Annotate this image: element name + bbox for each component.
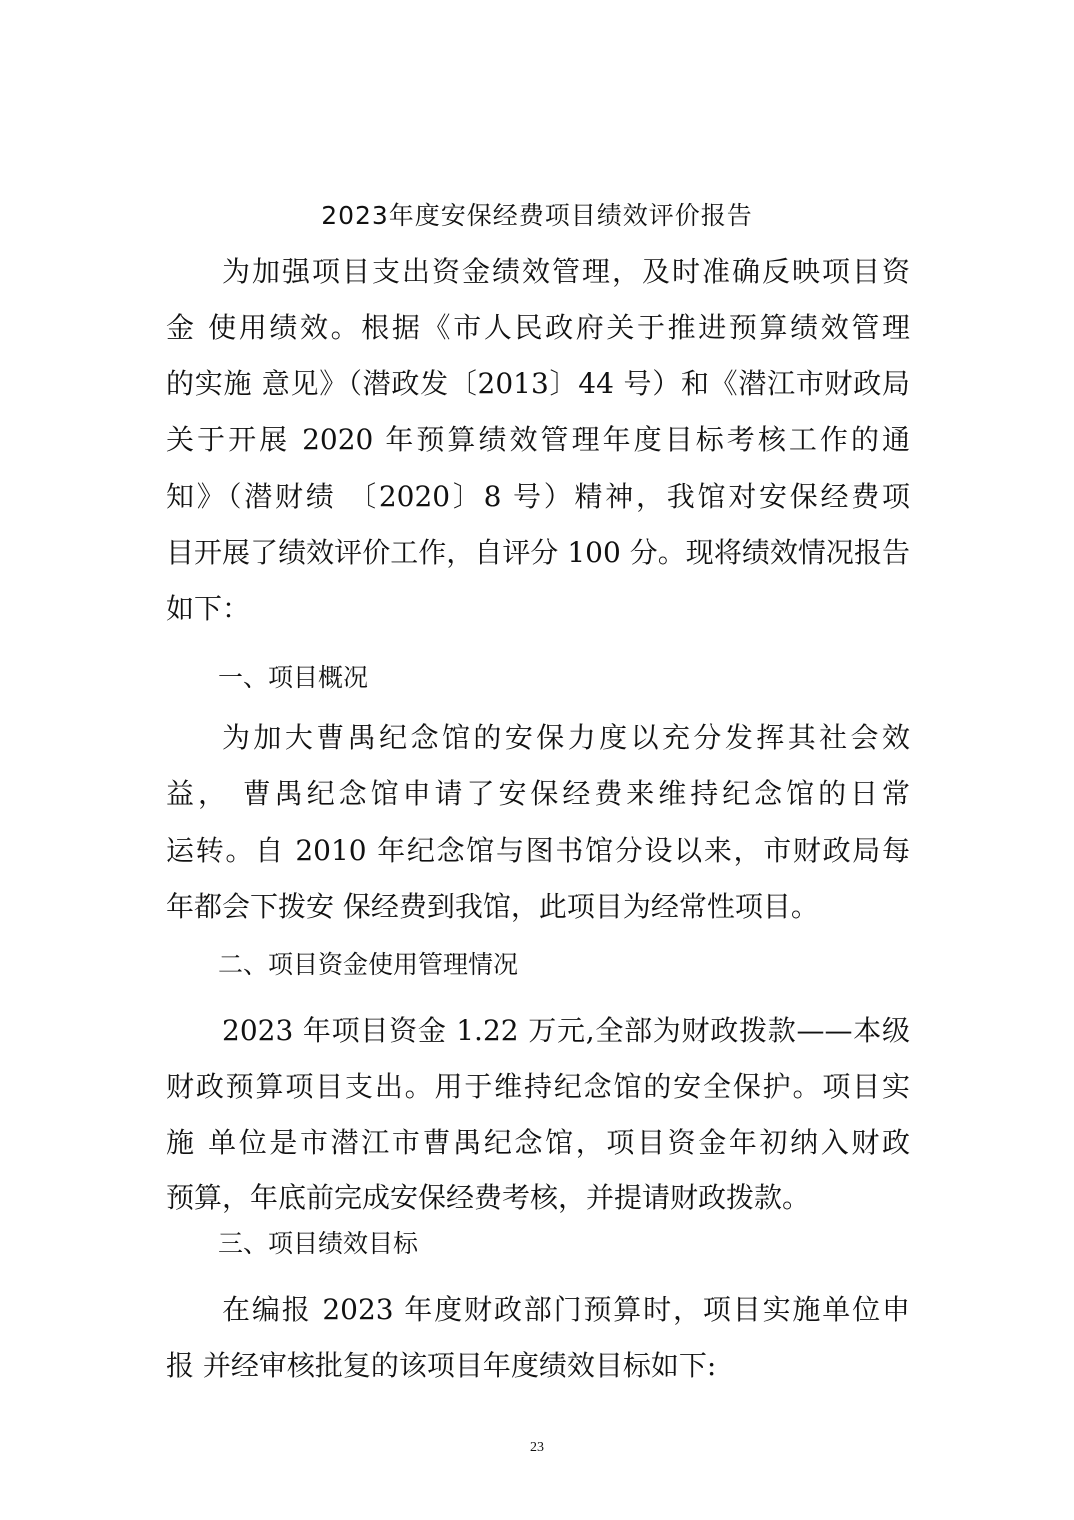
intro-line-1: 为加强项目支出资金绩效管理，及时准确反映项目资 xyxy=(222,255,910,288)
intro-line-7: 如下： xyxy=(166,592,251,625)
section-1-heading: 一、项目概况 xyxy=(218,663,369,692)
intro-line-5: 知》（潜财绩 〔2020〕8 号）精神，我馆对安保经费项 xyxy=(166,480,910,513)
page-number: 23 xyxy=(530,1440,544,1455)
document-title: 2023年度安保经费项目绩效评价报告 xyxy=(321,201,753,230)
section-2-heading: 二、项目资金使用管理情况 xyxy=(218,950,519,979)
section-2-line-3: 施 单位是市潜江市曹禺纪念馆，项目资金年初纳入财政 xyxy=(166,1126,910,1159)
section-1-line-1: 为加大曹禺纪念馆的安保力度以充分发挥其社会效 xyxy=(222,721,910,754)
section-3-heading: 三、项目绩效目标 xyxy=(218,1229,419,1258)
section-2-line-1: 2023 年项目资金 1.22 万元,全部为财政拨款——本级 xyxy=(222,1014,910,1047)
intro-line-4: 关于开展 2020 年预算绩效管理年度目标考核工作的通 xyxy=(166,423,910,456)
section-1-line-2: 益， 曹禺纪念馆申请了安保经费来维持纪念馆的日常 xyxy=(166,777,910,810)
section-2-line-4: 预算，年底前完成安保经费考核，并提请财政拨款。 xyxy=(166,1181,811,1214)
intro-line-3: 的实施 意见》（潜政发〔2013〕44 号）和《潜江市财政局 xyxy=(166,367,910,400)
section-2-line-2: 财政预算项目支出。用于维持纪念馆的安全保护。项目实 xyxy=(166,1070,910,1103)
section-3-line-2: 报 并经审核批复的该项目年度绩效目标如下: xyxy=(166,1349,717,1382)
section-3-line-1: 在编报 2023 年度财政部门预算时，项目实施单位申 xyxy=(222,1293,910,1326)
intro-line-2: 金 使用绩效。根据《市人民政府关于推进预算绩效管理 xyxy=(166,311,910,344)
section-1-line-4: 年都会下拨安 保经费到我馆，此项目为经常性项目。 xyxy=(166,890,819,923)
section-1-line-3: 运转。自 2010 年纪念馆与图书馆分设以来，市财政局每 xyxy=(166,834,910,867)
intro-line-6: 目开展了绩效评价工作，自评分 100 分。现将绩效情况报告 xyxy=(166,536,910,569)
